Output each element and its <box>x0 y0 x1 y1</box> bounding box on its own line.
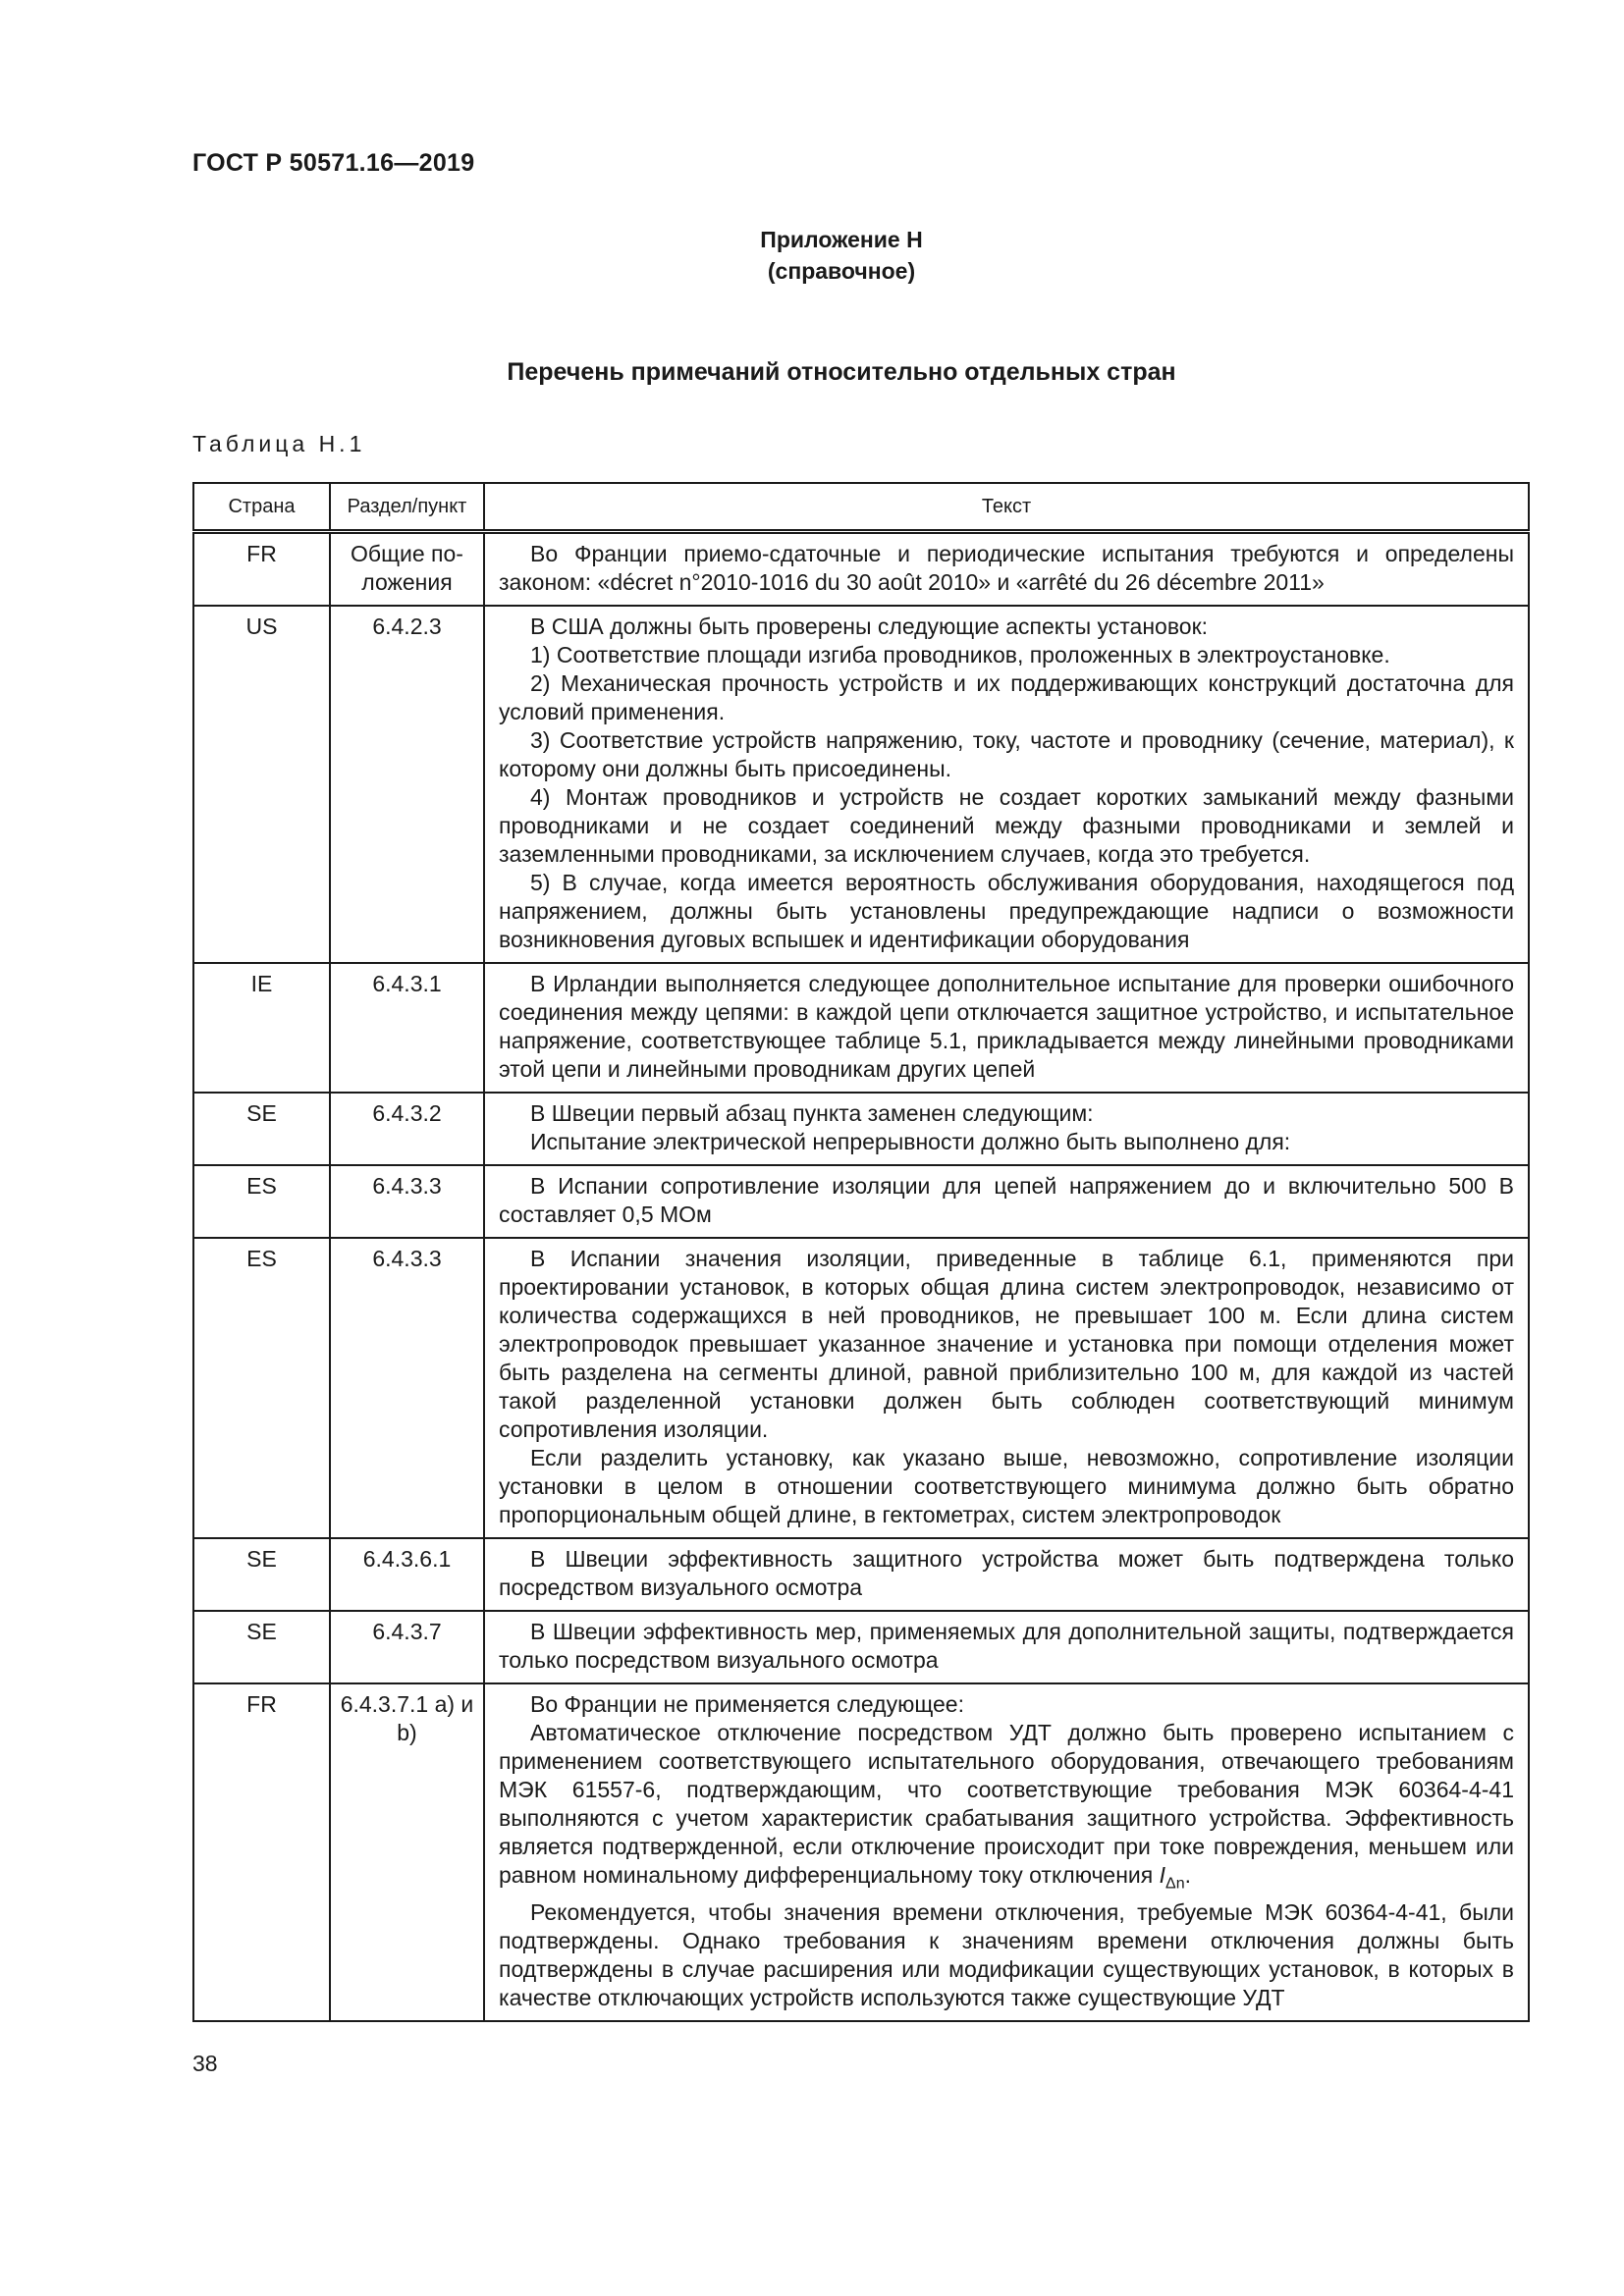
text-paragraph <box>499 1618 1514 1675</box>
cell-country: IE <box>193 963 330 1093</box>
table-row <box>193 1093 1529 1165</box>
text-paragraph <box>499 726 1514 783</box>
table-row <box>193 1238 1529 1538</box>
cell-country: US <box>193 606 330 963</box>
cell-country: ES <box>193 1165 330 1238</box>
paragraph-text: В США должны быть проверены следующие аспекты установок: <box>530 614 1209 639</box>
table-row <box>193 1165 1529 1238</box>
cell-clause: 6.4.3.6.1 <box>330 1538 484 1611</box>
page-number: 38 <box>192 2051 218 2076</box>
text-paragraph <box>499 1898 1514 2012</box>
text-paragraph <box>499 783 1514 869</box>
text-paragraph <box>499 1444 1514 1529</box>
text-paragraph <box>499 540 1514 597</box>
column-header-country: Страна <box>193 483 330 532</box>
annex-title: Приложение Н <box>760 227 923 252</box>
text-paragraph <box>499 1172 1514 1229</box>
table-row <box>193 1683 1529 2021</box>
cell-clause: 6.4.3.1 <box>330 963 484 1093</box>
table <box>192 482 1530 2022</box>
cell-text <box>484 1093 1529 1165</box>
annex-type: (справочное) <box>767 258 916 284</box>
text-paragraph <box>499 1545 1514 1602</box>
table-label: Таблица Н.1 <box>192 431 366 456</box>
country-notes-table <box>192 482 1530 2022</box>
text-paragraph <box>499 869 1514 954</box>
text-paragraph <box>499 1690 1514 1719</box>
cell-country: FR <box>193 1683 330 2021</box>
cell-clause: 6.4.3.7 <box>330 1611 484 1683</box>
paragraph-text: 4) Монтаж проводников и устройств не создает коротких замыканий между фазными проводниками и не создает соединений между фазными проводниками и землей и заземленными проводниками, за исключением случаев, когда это требуется. <box>499 784 1514 867</box>
table-row <box>193 606 1529 963</box>
table-row <box>193 532 1529 607</box>
cell-text <box>484 1238 1529 1538</box>
paragraph-text: 5) В случае, когда имеется вероятность обслуживания оборудования, находящегося под напряжением, должны быть установлены предупреждающие надписи о возможности возникновения дуговых вспышек и идентификации оборудования <box>499 870 1514 952</box>
cell-clause: Общие положения <box>330 532 484 607</box>
cell-country: SE <box>193 1538 330 1611</box>
symbol-tail: . <box>1184 1862 1191 1888</box>
cell-text <box>484 606 1529 963</box>
cell-text <box>484 963 1529 1093</box>
column-header-text: Текст <box>484 483 1529 532</box>
cell-text <box>484 1683 1529 2021</box>
document-code: ГОСТ Р 50571.16—2019 <box>192 149 475 177</box>
column-header-clause: Раздел/пункт <box>330 483 484 532</box>
cell-text <box>484 1165 1529 1238</box>
paragraph-text: В Швеции эффективность защитного устройства может быть подтверждена только посредством визуального осмотра <box>499 1546 1514 1600</box>
paragraph-text: В Ирландии выполняется следующее дополнительное испытание для проверки ошибочного соединения между цепями: в каждой цепи отключается защитное устройство, и испытательное напряжение, соответствующее таблице 5.1, прикладывается между линейными проводниками этой цепи и линейными проводникам других цепей <box>499 971 1514 1082</box>
paragraph-text: 1) Соответствие площади изгиба проводников, проложенных в электроустановке. <box>530 642 1390 667</box>
text-paragraph <box>499 669 1514 726</box>
paragraph-text: Испытание электрической непрерывности должно быть выполнено для: <box>530 1129 1291 1154</box>
table-body <box>193 532 1529 2021</box>
text-paragraph <box>499 613 1514 641</box>
text-paragraph <box>499 1099 1514 1128</box>
section-title: Перечень примечаний относительно отдельных стран <box>507 358 1176 386</box>
cell-clause: 6.4.3.7.1 a) и b) <box>330 1683 484 2021</box>
paragraph-text: 3) Соответствие устройств напряжению, току, частоте и проводнику (сечение, материал), к которому они должны быть присоединены. <box>499 727 1514 781</box>
current-symbol: I <box>1159 1862 1166 1888</box>
text-paragraph <box>499 970 1514 1084</box>
paragraph-text: Рекомендуется, чтобы значения времени отключения, требуемые МЭК 60364-4-41, были подтверждены. Однако требования к значениям времени отключения должны быть подтверждены в случае расширения или модификации существующих установок, в которых в качестве отключающих устройств используются также существующие УДТ <box>499 1898 1514 2010</box>
current-symbol-subscript: Δn <box>1165 1875 1185 1893</box>
text-paragraph <box>499 1128 1514 1156</box>
paragraph-text: В Швеции первый абзац пункта заменен следующим: <box>530 1100 1094 1126</box>
paragraph-text: Если разделить установку, как указано выше, невозможно, сопротивление изоляции установки в целом в отношении соответствующего минимума должно быть обратно пропорциональным общей длине, в гектометрах, систем электропроводок <box>499 1445 1514 1527</box>
annex-heading <box>0 224 1624 287</box>
cell-text <box>484 1538 1529 1611</box>
paragraph-text: Во Франции приемо-сдаточные и периодические испытания требуются и определены законом: «décret n°2010-1016 du 30 août 2010» и «arrêté du 26 décembre 2011» <box>499 541 1514 595</box>
paragraph-text: 2) Механическая прочность устройств и их поддерживающих конструкций достаточна для условий применения. <box>499 670 1514 724</box>
cell-clause: 6.4.2.3 <box>330 606 484 963</box>
text-paragraph <box>499 1245 1514 1444</box>
cell-text <box>484 1611 1529 1683</box>
table-row <box>193 963 1529 1093</box>
cell-country: ES <box>193 1238 330 1538</box>
cell-country: SE <box>193 1611 330 1683</box>
cell-country: FR <box>193 532 330 607</box>
paragraph-text: Во Франции не применяется следующее: <box>530 1691 964 1717</box>
paragraph-text: Автоматическое отключение посредством УДТ должно быть проверено испытанием с применением соответствующего испытательного оборудования, отвечающего требованиям МЭК 61557-6, подтверждающим, что соответствующие требования МЭК 60364-4-41 выполняются с учетом характеристик срабатывания защитного устройства. Эффективность является подтвержденной, если отключение происходит при токе повреждения, меньшем или равном номинальному дифференциальному току отключения <box>499 1720 1514 1888</box>
paragraph-text: В Испании значения изоляции, приведенные в таблице 6.1, применяются при проектировании установок, в которых общая длина систем электропроводок, независимо от количества содержащихся в ней проводников, не превышает 100 м. Если длина систем электропроводок превышает указанное значение и установка при помощи отделения может быть разделена на сегменты длиной, равной приблизительно 100 м, для каждой из частей такой разделенной установки должен быть соблюден соответствующий минимум сопротивления изоляции. <box>499 1246 1514 1442</box>
cell-text <box>484 532 1529 607</box>
paragraph-text: В Швеции эффективность мер, применяемых для дополнительной защиты, подтверждается только посредством визуального осмотра <box>499 1619 1514 1673</box>
cell-country: SE <box>193 1093 330 1165</box>
cell-clause: 6.4.3.2 <box>330 1093 484 1165</box>
text-paragraph <box>499 641 1514 669</box>
cell-clause: 6.4.3.3 <box>330 1165 484 1238</box>
paragraph-text: В Испании сопротивление изоляции для цепей напряжением до и включительно 500 В составляет 0,5 МОм <box>499 1173 1514 1227</box>
cell-clause: 6.4.3.3 <box>330 1238 484 1538</box>
table-row <box>193 1611 1529 1683</box>
text-paragraph <box>499 1719 1514 1898</box>
table-row <box>193 1538 1529 1611</box>
table-header-row <box>193 483 1529 532</box>
